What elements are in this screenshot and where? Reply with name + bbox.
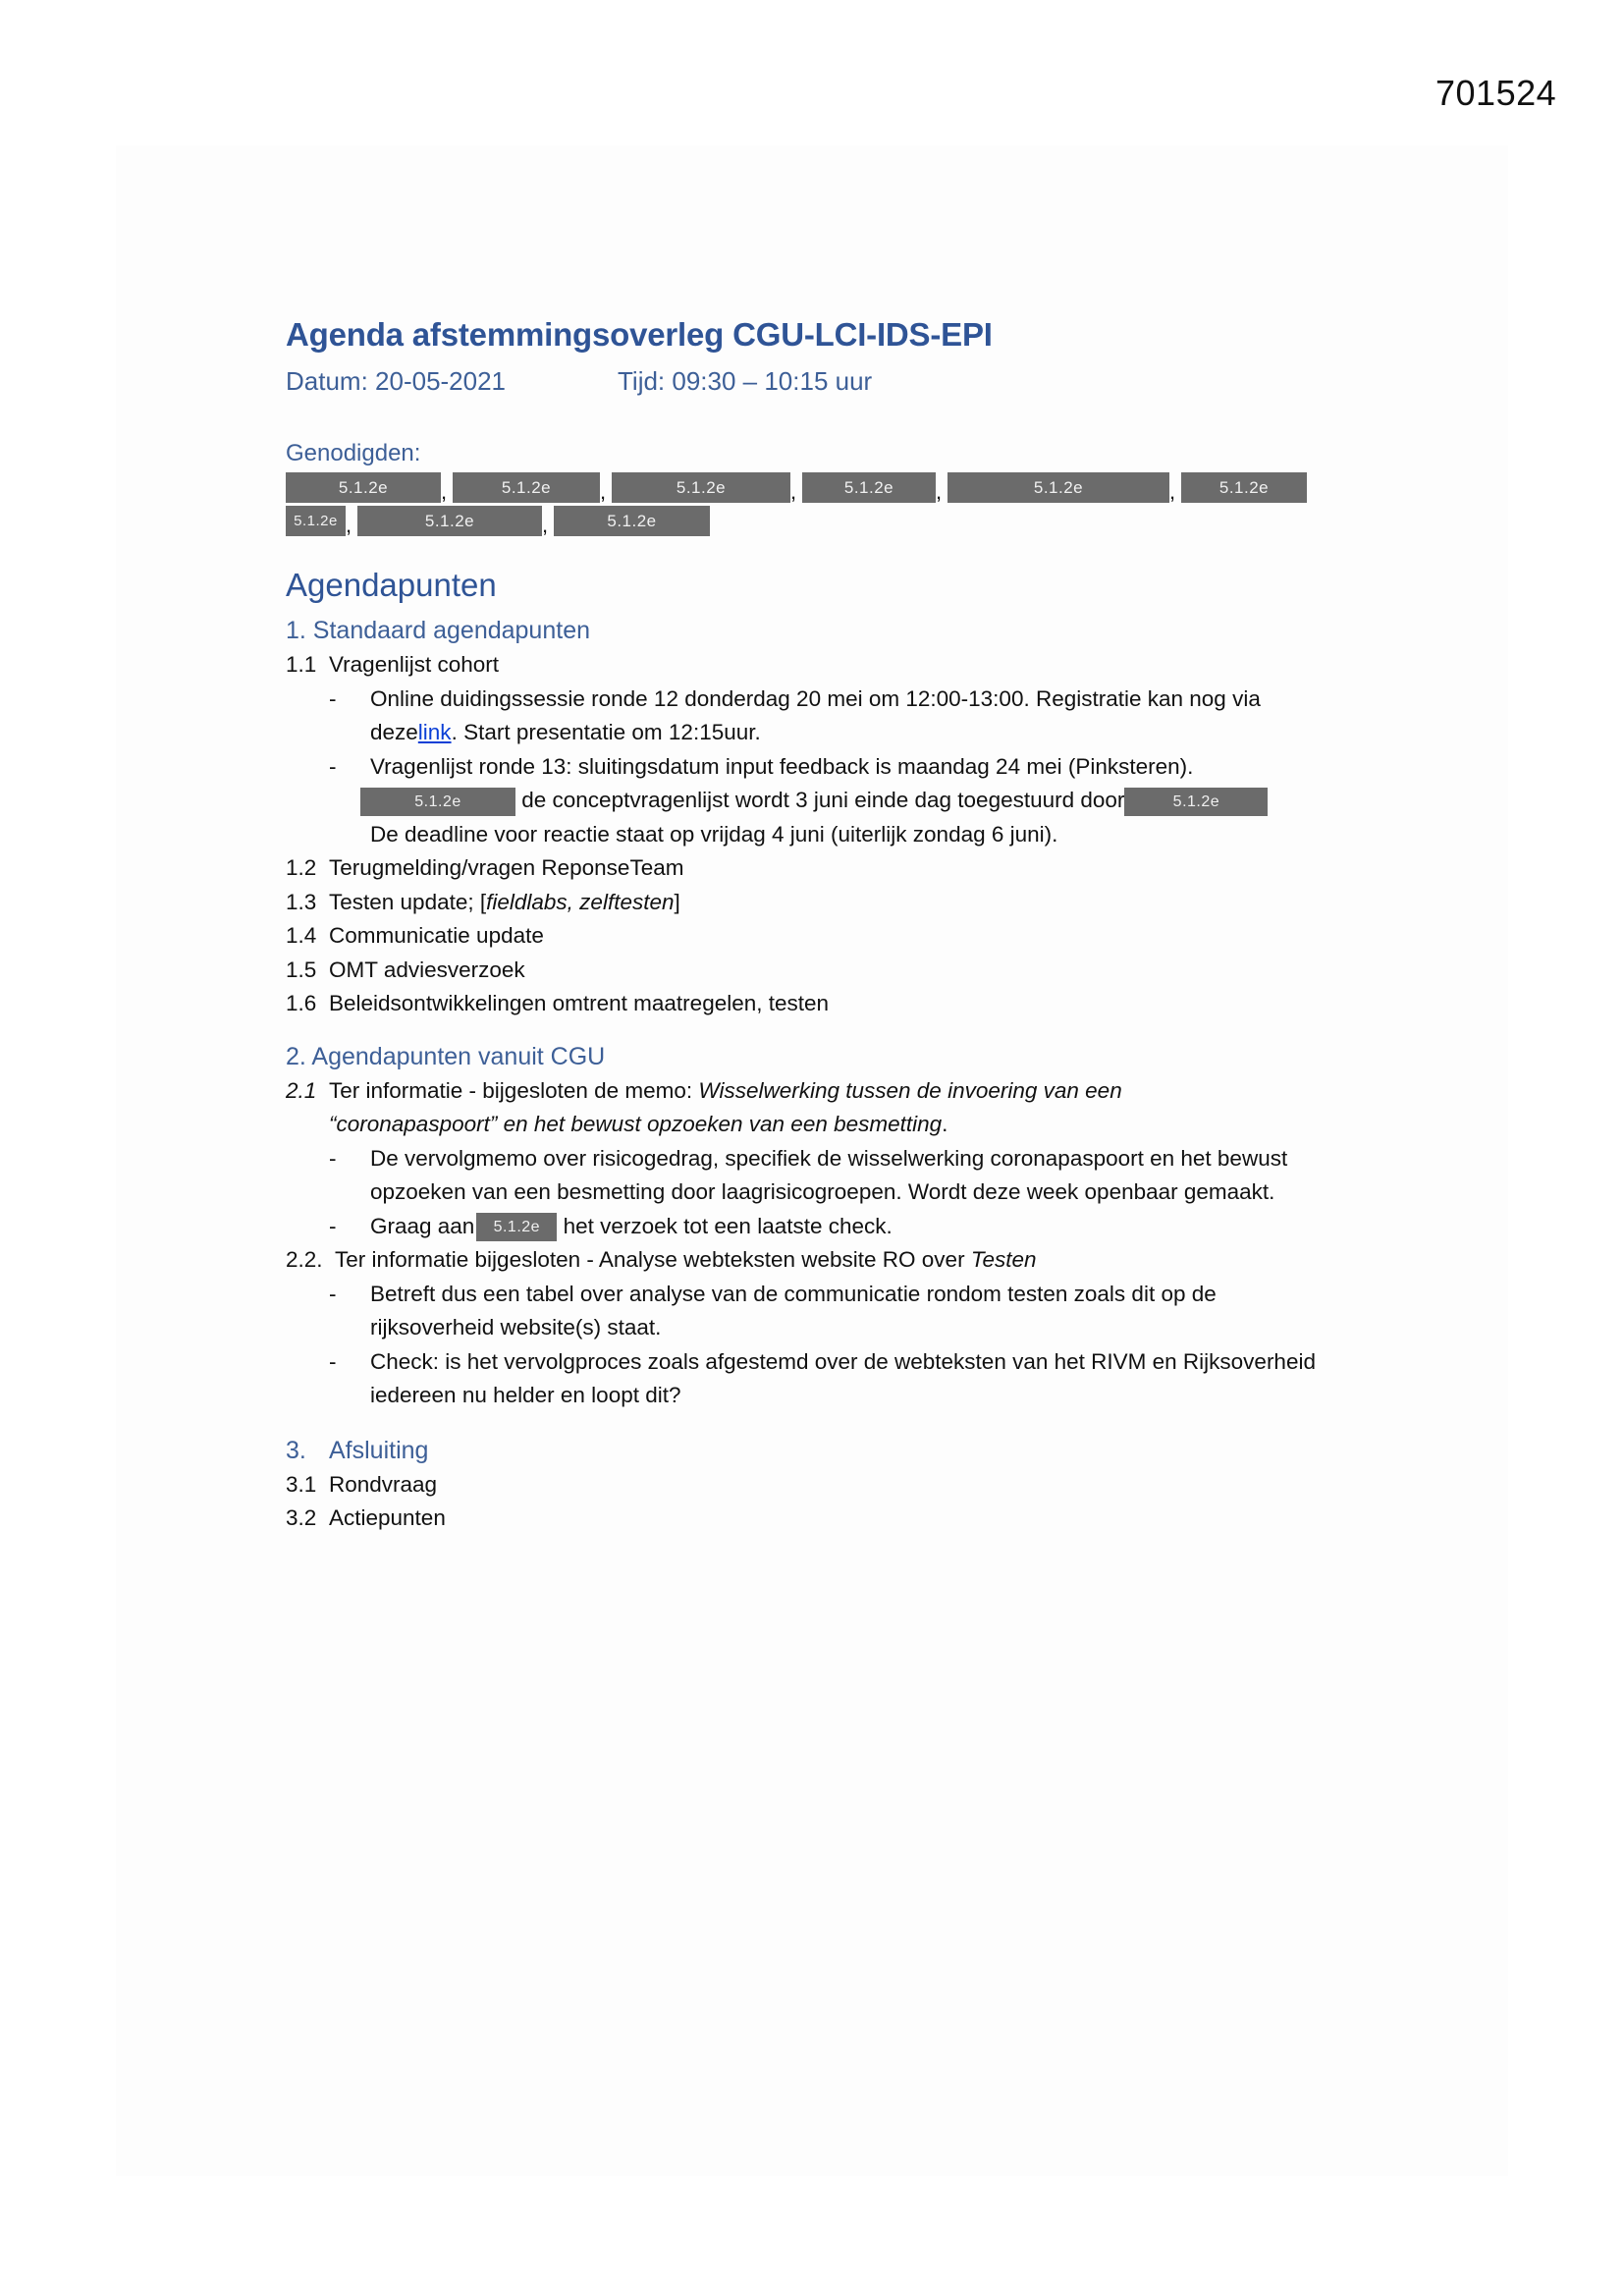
bullet-tabel-analyse <box>286 1278 1346 1345</box>
redacted-name: 5.1.2e <box>802 472 936 503</box>
invitees-list <box>286 469 1346 536</box>
bullet-dash: - <box>329 1348 337 1374</box>
invitees-label: Genodigden: <box>286 440 421 466</box>
item-number: 1.2 <box>286 855 317 880</box>
separator-comma: , <box>441 479 448 504</box>
item-label: Communicatie update <box>329 923 544 948</box>
bullet-vervolgproces-check <box>286 1345 1346 1413</box>
agenda-document <box>286 312 1346 1536</box>
section-title: Afsluiting <box>329 1436 429 1464</box>
bullet-text <box>370 1210 1346 1244</box>
item-label-italic: Testen <box>970 1247 1037 1272</box>
bullet-laatste-check <box>286 1210 1346 1244</box>
bullet-text: Betreft dus een tabel over analyse van de communicatie rondom testen zoals dit op de rijksoverheid website(s) staat. <box>370 1281 1217 1339</box>
meeting-date: Datum: 20-05-2021 <box>286 366 507 396</box>
redacted-name: 5.1.2e <box>1124 788 1268 816</box>
item-label: Vragenlijst cohort <box>329 652 500 677</box>
agenda-item-2-2 <box>286 1243 1346 1278</box>
bullet-text: Check: is het vervolgproces zoals afgestemd over de webteksten van het RIVM en Rijksoverheid iedereen nu helder en loopt dit? <box>370 1348 1316 1407</box>
invitees-row-1 <box>286 469 1346 503</box>
agenda-item-1-5 <box>286 954 1346 988</box>
bullet-vervolgmemo <box>286 1142 1346 1210</box>
item-number: 1.6 <box>286 991 317 1015</box>
invitees-row-2 <box>286 503 1346 536</box>
item-number: 3.2 <box>286 1505 317 1530</box>
item-label-italic: fieldlabs, zelftesten <box>486 889 675 914</box>
separator-comma: , <box>600 479 607 504</box>
item-continuation <box>286 1108 1346 1142</box>
item-label: Beleidsontwikkelingen omtrent maatregelen, testen <box>329 991 830 1015</box>
bullet-text: De vervolgmemo over risicogedrag, specifiek de wisselwerking coronapaspoort en het bewust opzoeken van een besmetting door laagrisicogroepen. Wordt deze week openbaar gemaakt. <box>370 1145 1288 1204</box>
redacted-name: 5.1.2e <box>286 506 346 536</box>
bullet-text <box>370 750 1346 852</box>
redacted-name: 5.1.2e <box>360 788 515 816</box>
redacted-name: 5.1.2e <box>612 472 790 503</box>
item-number: 2.1 <box>286 1077 317 1103</box>
redacted-name: 5.1.2e <box>476 1213 557 1241</box>
item-label: Testen update; [ <box>329 889 487 914</box>
item-label: Ter informatie - bijgesloten de memo: <box>329 1077 699 1103</box>
section-2-heading: 2. Agendapunten vanuit CGU <box>286 1042 606 1070</box>
item-label: Terugmelding/vragen ReponseTeam <box>329 855 684 880</box>
bullet-text-part: de conceptvragenlijst wordt 3 juni einde dag toegestuurd door <box>515 788 1125 812</box>
bullet-text-part: Graag aan <box>370 1213 475 1238</box>
agenda-item-1-2 <box>286 851 1346 886</box>
item-label: Rondvraag <box>329 1471 438 1497</box>
document-title: Agenda afstemmingsoverleg CGU-LCI-IDS-EPI <box>286 316 993 353</box>
agenda-item-1-1 <box>286 648 1346 683</box>
meeting-meta <box>286 361 1346 401</box>
item-label: OMT adviesverzoek <box>329 957 525 982</box>
bullet-text-part: Vragenlijst ronde 13: sluitingsdatum input feedback is maandag 24 mei (Pinksteren). <box>370 753 1194 779</box>
item-label: Actiepunten <box>329 1505 446 1530</box>
separator-comma: , <box>346 513 352 537</box>
bullet-duidingssessie <box>286 683 1346 750</box>
bullet-text-part: het verzoek tot een laatste check. <box>557 1213 893 1238</box>
agenda-item-3-2 <box>286 1502 1346 1536</box>
redacted-name: 5.1.2e <box>286 472 441 503</box>
memo-title-italic: “coronapaspoort” en het bewust opzoeken van een besmetting <box>329 1112 943 1136</box>
agenda-item-3-1 <box>286 1468 1346 1503</box>
meeting-time: Tijd: 09:30 – 10:15 uur <box>618 366 873 396</box>
item-number: 3.1 <box>286 1471 317 1497</box>
redacted-name: 5.1.2e <box>357 506 542 536</box>
registration-link[interactable]: link <box>417 720 452 744</box>
agenda-heading: Agendapunten <box>286 567 497 603</box>
bullet-text <box>370 683 1346 750</box>
separator-comma: , <box>790 479 797 504</box>
item-number: 1.4 <box>286 923 317 948</box>
redacted-name: 5.1.2e <box>947 472 1169 503</box>
bullet-vragenlijst-ronde-13 <box>286 750 1346 852</box>
separator-comma: , <box>542 513 549 537</box>
bullet-dash: - <box>329 1145 337 1171</box>
item-label-suffix: ] <box>674 889 680 914</box>
agenda-item-2-1 <box>286 1074 1346 1142</box>
item-number: 2.2. <box>286 1247 323 1272</box>
section-3-heading <box>286 1433 1346 1468</box>
bullet-dash: - <box>329 753 337 779</box>
separator-comma: , <box>936 479 943 504</box>
bullet-text-part: Online duidingssessie ronde 12 donderdag 20 mei om 12:00-13:00. Registratie kan nog via deze <box>370 685 1261 744</box>
item-number: 1.3 <box>286 889 317 914</box>
bullet-text-part: De deadline voor reactie staat op vrijdag 4 juni (uiterlijk zondag 6 juni). <box>370 821 1058 847</box>
memo-title-italic: Wisselwerking tussen de invoering van een <box>698 1077 1122 1103</box>
redacted-name: 5.1.2e <box>453 472 600 503</box>
separator-comma: , <box>1169 479 1176 504</box>
item-label-suffix: . <box>942 1112 948 1136</box>
agenda-item-1-6 <box>286 987 1346 1021</box>
redacted-name: 5.1.2e <box>1181 472 1307 503</box>
section-number: 3. <box>286 1436 306 1464</box>
agenda-item-1-3 <box>286 886 1346 920</box>
bullet-dash: - <box>329 1213 337 1238</box>
section-1-heading: 1. Standaard agendapunten <box>286 617 590 644</box>
bullet-dash: - <box>329 685 337 711</box>
bullet-text-part: . Start presentatie om 12:15uur. <box>451 720 761 744</box>
bullet-dash: - <box>329 1281 337 1306</box>
agenda-item-1-4 <box>286 919 1346 954</box>
item-label: Ter informatie bijgesloten - Analyse webteksten website RO over <box>335 1247 971 1272</box>
item-number: 1.5 <box>286 957 317 982</box>
document-id-number: 701524 <box>1435 73 1557 113</box>
redacted-name: 5.1.2e <box>554 506 710 536</box>
item-number: 1.1 <box>286 652 317 677</box>
